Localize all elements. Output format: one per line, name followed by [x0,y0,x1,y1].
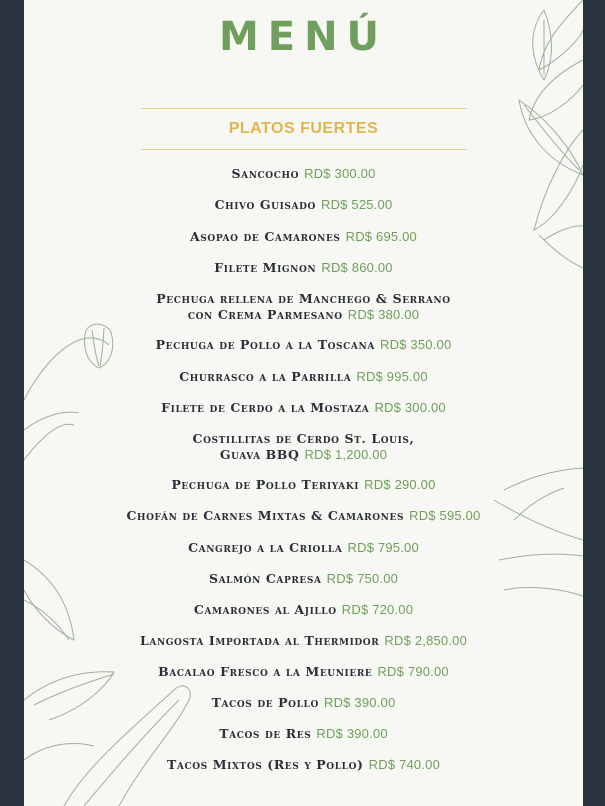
section-rule-bottom [141,149,467,150]
dish-name: Bacalao Fresco a la Meuniere [158,664,373,679]
menu-item [24,165,583,181]
dish-price: RD$ 720.00 [341,602,414,617]
dish-price: RD$ 740.00 [368,757,441,772]
menu-item [24,290,583,322]
menu-item [24,368,583,384]
dish-price: RD$ 1,200.00 [304,447,388,462]
dish-price: RD$ 350.00 [380,337,452,352]
dish-price: RD$ 2,850.00 [384,633,468,648]
dish-name: Filete Mignon [214,260,317,275]
dish-name: Chivo Guisado [214,197,316,212]
section-rule-top [141,108,467,109]
menu-item [24,725,583,741]
dish-name: Guava BBQ [219,447,300,462]
dish-name: Filete de Cerdo a la Mostaza [161,400,370,415]
dish-name: Tacos Mixtos (Res y Pollo) [166,757,364,772]
menu-title: MENÚ [218,14,389,60]
menu-item [24,601,583,617]
dish-price: RD$ 860.00 [321,260,393,275]
menu-page [24,0,583,806]
menu-item [24,399,583,415]
dish-price: RD$ 750.00 [326,571,399,586]
menu-item [24,196,583,212]
dish-price: RD$ 390.00 [316,726,388,741]
menu-item [24,228,583,244]
menu-item [24,430,583,462]
dish-name: Pechuga de Pollo a la Toscana [155,337,375,352]
dish-price: RD$ 380.00 [347,307,420,322]
menu-item [24,694,583,710]
dish-name: Tacos de Res [219,726,312,741]
dish-name: Pechuga de Pollo Teriyaki [171,477,360,492]
dish-price: RD$ 995.00 [356,369,428,384]
dish-price: RD$ 300.00 [304,166,376,181]
dish-name: Tacos de Pollo [211,695,319,710]
dish-name: Chofán de Carnes Mixtas & Camarones [126,508,405,523]
menu-item [24,336,583,352]
dish-name: Asopao de Camarones [189,229,341,244]
dish-name-line1: Costillitas de Cerdo St. Louis, [192,431,415,446]
dish-price: RD$ 525.00 [321,197,393,212]
dish-name: con Crema Parmesano [187,307,343,322]
dish-name-line1: Pechuga rellena de Manchego & Serrano [156,291,451,306]
menu-item [24,259,583,275]
dish-price: RD$ 795.00 [347,540,419,555]
menu-item [24,632,583,648]
dish-name: Sancocho [231,166,300,181]
dish-price: RD$ 595.00 [409,508,481,523]
dish-price: RD$ 300.00 [374,400,446,415]
dish-price: RD$ 290.00 [364,477,436,492]
menu-item [24,539,583,555]
dish-name: Salmón Capresa [208,571,322,586]
dish-name: Camarones al Ajillo [193,602,337,617]
dish-name: Churrasco a la Parrilla [179,369,352,384]
menu-item [24,756,583,772]
dish-price: RD$ 790.00 [377,664,449,679]
dish-name: Langosta Importada al Thermidor [139,633,380,648]
menu-item [24,570,583,586]
dish-price: RD$ 390.00 [324,695,396,710]
dish-price: RD$ 695.00 [345,229,417,244]
menu-item [24,476,583,492]
dish-name: Cangrejo a la Criolla [188,540,343,555]
section-heading: PLATOS FUERTES [228,120,379,137]
menu-item [24,507,583,523]
menu-item [24,663,583,679]
